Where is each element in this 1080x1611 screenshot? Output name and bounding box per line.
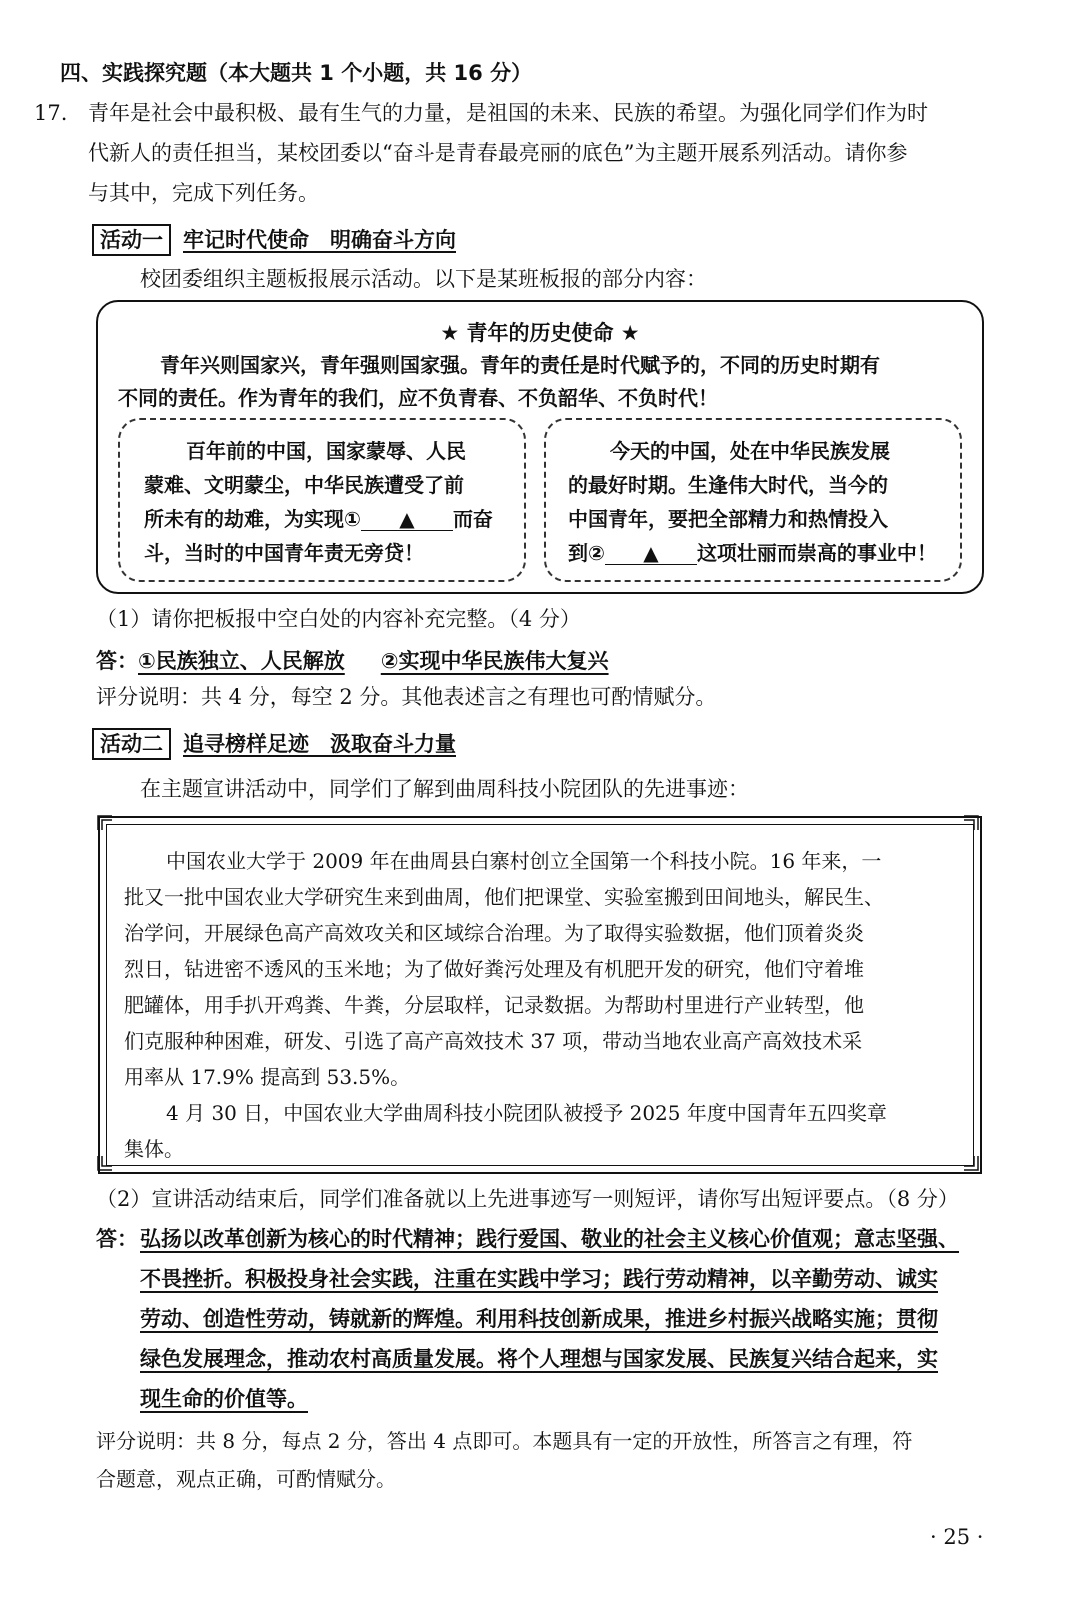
answer-2-line-1: 弘扬以改革创新为核心的时代精神；践行爱国、敬业的社会主义核心价值观；意志坚强、 — [140, 1227, 959, 1251]
blank-1: ▲ — [361, 508, 453, 531]
answer-2-label: 答： — [96, 1227, 138, 1251]
board-text-line-2: 不同的责任。作为青年的我们，应不负青春、不负韶华、不负时代！ — [118, 386, 718, 410]
activity1-tag: 活动一 — [92, 224, 171, 256]
story-line-3: 治学问，开展绿色高产高效攻关和区域综合治理。为了取得实验数据，他们顶着炎炎 — [124, 921, 864, 945]
scoring-2-line-1: 评分说明：共 8 分，每点 2 分，答出 4 点即可。本题具有一定的开放性，所答言之有理，符 — [96, 1429, 913, 1453]
board-text-line-1: 青年兴则国家兴，青年强则国家强。青年的责任是时代赋予的，不同的历史时期有 — [160, 353, 880, 377]
answer-1-label: 答： — [96, 649, 138, 673]
left-box-line-2: 蒙难、文明蒙尘，中华民族遭受了前 — [144, 473, 464, 497]
scoring-1: 评分说明：共 4 分，每空 2 分。其他表述言之有理也可酌情赋分。 — [96, 685, 717, 709]
right-box-line-4-end: 这项壮丽而崇高的事业中！ — [696, 541, 937, 565]
activity1-lead: 校团委组织主题板报展示活动。以下是某班板报的部分内容： — [140, 267, 707, 291]
answer-2-line-4: 绿色发展理念，推动农村高质量发展。将个人理想与国家发展、民族复兴结合起来，实 — [140, 1347, 938, 1371]
intro-line-3: 与其中，完成下列任务。 — [88, 181, 319, 205]
page-number: · 25 · — [930, 1525, 984, 1549]
intro-line-2: 代新人的责任担当，某校团委以“奋斗是青春最亮丽的底色”为主题开展系列活动。请你参 — [88, 141, 908, 165]
activity1-title: 牢记时代使命 明确奋斗方向 — [183, 228, 456, 252]
blank-2: ▲ — [605, 542, 697, 565]
story-line-2: 批又一批中国农业大学研究生来到曲周，他们把课堂、实验室搬到田间地头，解民生、 — [124, 885, 884, 909]
scoring-2-line-2: 合题意，观点正确，可酌情赋分。 — [96, 1467, 396, 1491]
question-2: （2）宣讲活动结束后，同学们准备就以上先进事迹写一则短评，请你写出短评要点。（8 分） — [96, 1187, 959, 1211]
activity1-heading — [92, 224, 456, 256]
story-line-8: 4 月 30 日，中国农业大学曲周科技小院团队被授予 2025 年度中国青年五四奖章 — [166, 1101, 887, 1125]
frame-corner-icon — [96, 1154, 114, 1172]
story-line-7: 用率从 17.9% 提高到 53.5%。 — [124, 1065, 411, 1089]
section-header: 四、实践探究题（本大题共 1 个小题，共 16 分） — [60, 61, 533, 85]
right-box-line-4 — [568, 540, 937, 566]
answer-2-line-2: 不畏挫折。积极投身社会实践，注重在实践中学习；践行劳动精神，以辛勤劳动、诚实 — [140, 1267, 938, 1291]
activity2-tag: 活动二 — [92, 728, 171, 760]
left-box-line-1: 百年前的中国，国家蒙辱、人民 — [186, 439, 466, 463]
story-line-5: 肥罐体，用手扒开鸡粪、牛粪，分层取样，记录数据。为帮助村里进行产业转型，他 — [124, 993, 864, 1017]
frame-corner-icon — [962, 814, 980, 832]
right-box-line-3: 中国青年，要把全部精力和热情投入 — [568, 507, 888, 531]
board-title: ★ 青年的历史使命 ★ — [440, 321, 640, 345]
frame-corner-icon — [962, 1154, 980, 1172]
story-line-1: 中国农业大学于 2009 年在曲周县白寨村创立全国第一个科技小院。16 年来，一 — [166, 849, 882, 873]
question-1: （1）请你把板报中空白处的内容补充完整。（4 分） — [96, 607, 581, 631]
answer-2-line-5: 现生命的价值等。 — [140, 1387, 308, 1411]
activity2-title: 追寻榜样足迹 汲取奋斗力量 — [183, 732, 456, 756]
story-line-4: 烈日，钻进密不透风的玉米地；为了做好粪污处理及有机肥开发的研究，他们守着堆 — [124, 957, 864, 981]
intro-line-1: 青年是社会中最积极、最有生气的力量，是祖国的未来、民族的希望。为强化同学们作为时 — [88, 101, 928, 125]
left-box-line-3 — [144, 506, 493, 532]
question-number: 17. — [34, 101, 68, 125]
right-box-line-1: 今天的中国，处在中华民族发展 — [610, 439, 890, 463]
frame-corner-icon — [96, 814, 114, 832]
story-line-9: 集体。 — [124, 1137, 184, 1161]
story-line-6: 们克服种种困难，研发、引选了高产高效技术 37 项，带动当地农业高产高效技术采 — [124, 1029, 863, 1053]
activity2-lead: 在主题宣讲活动中，同学们了解到曲周科技小院团队的先进事迹： — [140, 777, 749, 801]
left-box-line-4: 斗，当时的中国青年责无旁贷！ — [144, 541, 424, 565]
answer-1a: ①民族独立、人民解放 — [138, 649, 345, 673]
right-box-line-2: 的最好时期。生逢伟大时代，当今的 — [568, 473, 888, 497]
activity2-heading — [92, 728, 456, 760]
left-box-line-3-end: 而奋 — [452, 507, 493, 531]
answer-2-line-3: 劳动、创造性劳动，铸就新的辉煌。利用科技创新成果，推进乡村振兴战略实施；贯彻 — [140, 1307, 938, 1331]
left-box-line-3-start: 所未有的劫难，为实现① — [144, 507, 361, 531]
answer-1 — [96, 648, 609, 674]
answer-1b: ②实现中华民族伟大复兴 — [380, 649, 609, 673]
right-box-line-4-start: 到② — [568, 541, 605, 565]
